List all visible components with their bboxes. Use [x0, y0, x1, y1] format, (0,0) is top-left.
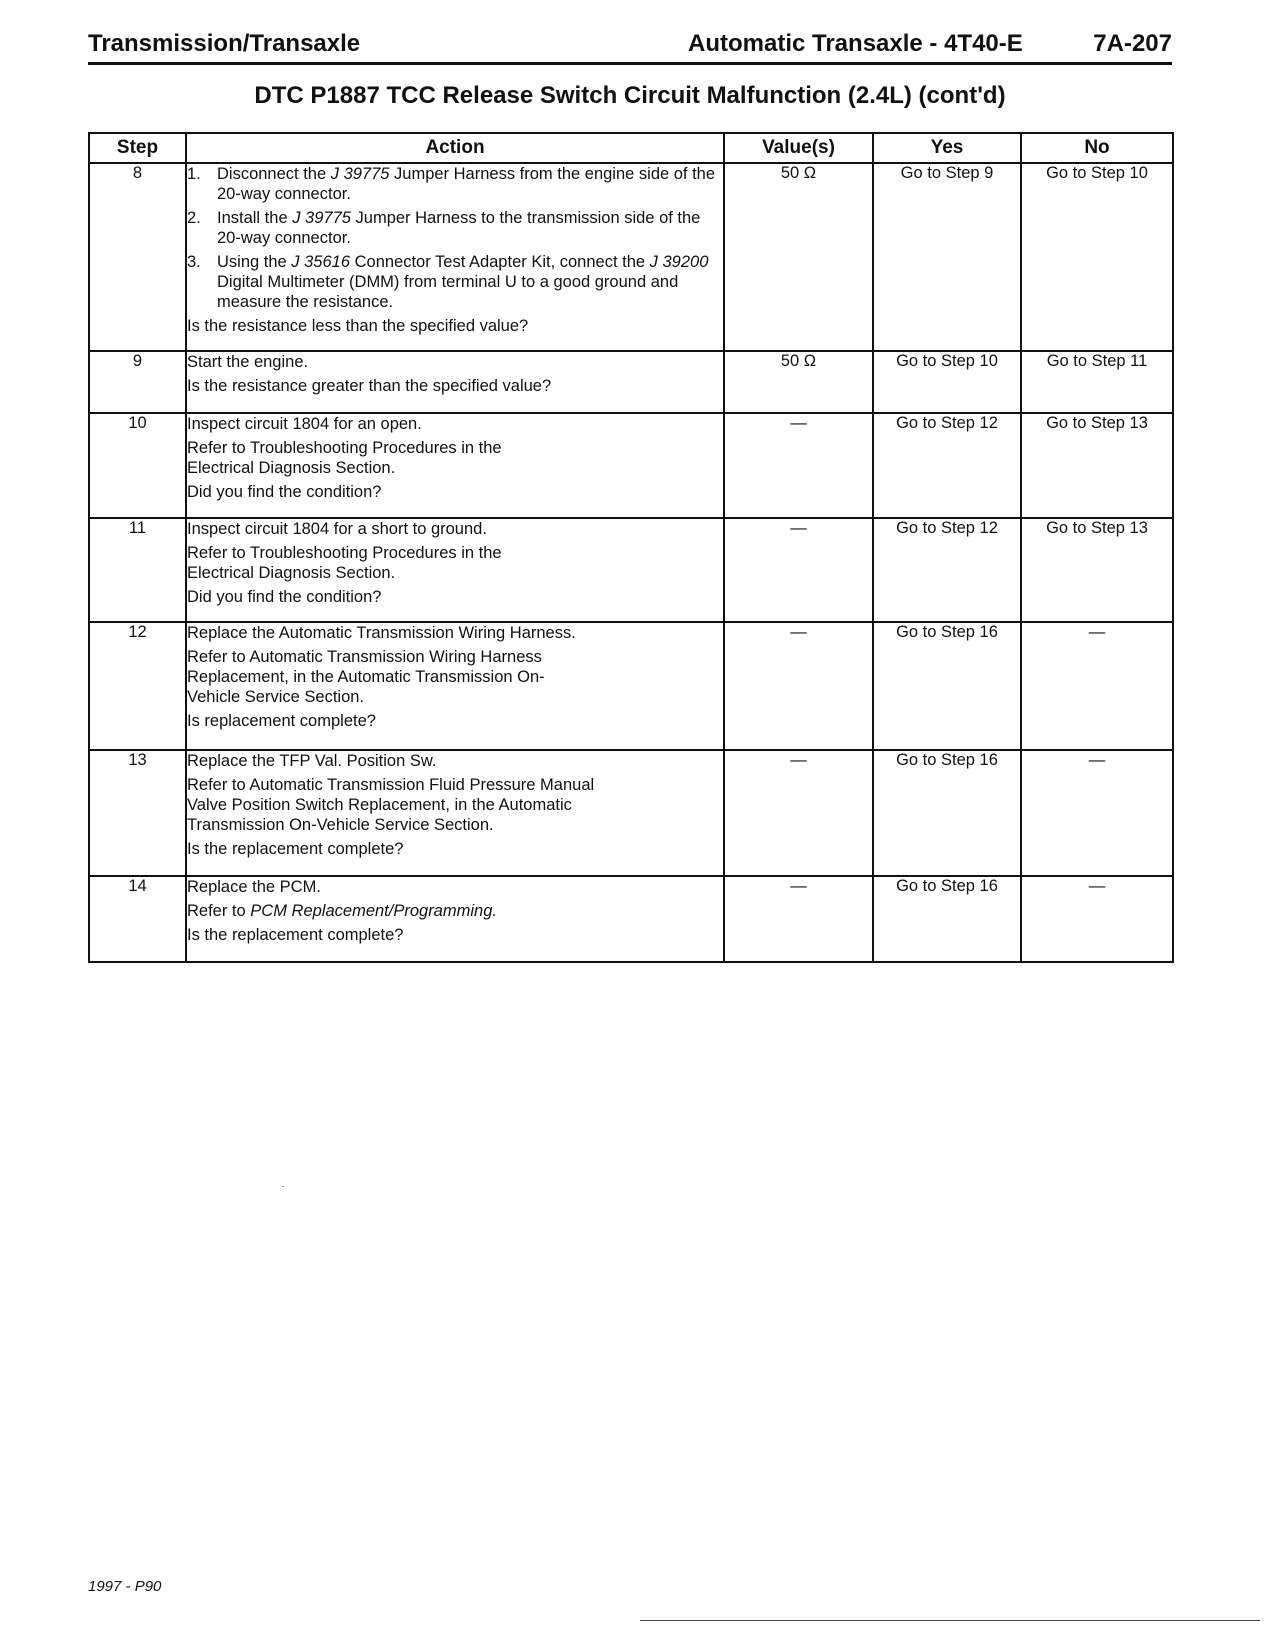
- value-cell: 50 Ω: [724, 163, 873, 351]
- header-yes: Yes: [873, 133, 1021, 163]
- table-row: [89, 750, 1173, 876]
- tool-number: J 39775: [330, 165, 390, 183]
- action-cell: [186, 413, 724, 518]
- no-cell: —: [1021, 750, 1173, 876]
- section-title: Transmission/Transaxle: [88, 30, 361, 57]
- action-text: Replace the Automatic Transmission Wiring Harness.: [187, 624, 576, 642]
- value-cell: —: [724, 518, 873, 622]
- action-text: Refer to Troubleshooting Procedures in the Electrical Diagnosis Section.: [187, 439, 502, 477]
- no-cell: Go to Step 11: [1021, 351, 1173, 413]
- item-number: 2.: [187, 209, 201, 227]
- tool-number: J 35616: [291, 253, 351, 271]
- table-row: [89, 518, 1173, 622]
- no-cell: Go to Step 10: [1021, 163, 1173, 351]
- value-cell: —: [724, 876, 873, 962]
- action-cell: [186, 351, 724, 413]
- yes-cell: Go to Step 12: [873, 413, 1021, 518]
- header-values: Value(s): [724, 133, 873, 163]
- page-number: 7A-207: [1093, 30, 1172, 57]
- step-number: 8: [89, 163, 186, 351]
- item-number: 1.: [187, 165, 201, 183]
- tool-number: J 39200: [649, 253, 709, 271]
- scan-edge-line: [640, 1620, 1260, 1621]
- yes-cell: Go to Step 9: [873, 163, 1021, 351]
- table-row: [89, 876, 1173, 962]
- action-cell: [186, 518, 724, 622]
- action-text: Start the engine.: [187, 353, 309, 371]
- yes-cell: Go to Step 16: [873, 750, 1021, 876]
- header-no: No: [1021, 133, 1173, 163]
- table-row: [89, 413, 1173, 518]
- diagnostic-table: [88, 132, 1174, 963]
- item-text: Connector Test Adapter Kit, connect the: [350, 253, 650, 271]
- action-cell: [186, 622, 724, 750]
- value-cell: —: [724, 622, 873, 750]
- list-item: [187, 208, 723, 248]
- ref-link-text: PCM Replacement/Programming.: [250, 902, 497, 920]
- action-text: Refer to Troubleshooting Procedures in the Electrical Diagnosis Section.: [187, 544, 502, 582]
- question-text: Is replacement complete?: [187, 712, 376, 730]
- item-number: 3.: [187, 253, 201, 271]
- item-text: Install the: [217, 209, 293, 227]
- action-text: Refer to Automatic Transmission Fluid Pressure Manual Valve Position Switch Replacement, in the Automatic Transmission On-Vehicle Service Section.: [187, 776, 595, 834]
- action-cell: [186, 876, 724, 962]
- action-text: Replace the PCM.: [187, 878, 321, 896]
- step-number: 12: [89, 622, 186, 750]
- header-step: Step: [89, 133, 186, 163]
- item-text: Jumper Harness to the transmission side of the 20-way connector.: [217, 209, 701, 247]
- no-cell: —: [1021, 622, 1173, 750]
- yes-cell: Go to Step 12: [873, 518, 1021, 622]
- question-text: Did you find the condition?: [187, 588, 382, 606]
- scan-speck: [282, 1186, 284, 1187]
- value-cell: —: [724, 413, 873, 518]
- document-title: DTC P1887 TCC Release Switch Circuit Malfunction (2.4L) (cont'd): [254, 82, 1006, 109]
- no-cell: Go to Step 13: [1021, 413, 1173, 518]
- action-cell: [186, 163, 724, 351]
- question-text: Is the replacement complete?: [187, 840, 404, 858]
- value-cell: —: [724, 750, 873, 876]
- step-number: 13: [89, 750, 186, 876]
- tool-number: J 39775: [292, 209, 351, 227]
- list-item: [187, 252, 723, 312]
- table-row: [89, 163, 1173, 351]
- action-text: Inspect circuit 1804 for an open.: [187, 415, 422, 433]
- step-number: 11: [89, 518, 186, 622]
- table-row: [89, 622, 1173, 750]
- action-cell: [186, 750, 724, 876]
- item-text: Jumper Harness from the engine side of the 20-way connector.: [217, 165, 716, 203]
- item-text: Disconnect the: [217, 165, 331, 183]
- yes-cell: Go to Step 16: [873, 622, 1021, 750]
- question-text: Did you find the condition?: [187, 483, 382, 501]
- item-text: Using the: [217, 253, 292, 271]
- chapter-title: Automatic Transaxle - 4T40-E: [688, 30, 1023, 57]
- step-number: 14: [89, 876, 186, 962]
- question-text: Is the resistance greater than the specified value?: [187, 377, 552, 395]
- no-cell: Go to Step 13: [1021, 518, 1173, 622]
- item-text: Digital Multimeter (DMM) from terminal U to a good ground and measure the resistance.: [217, 273, 679, 311]
- ref-text: Refer to: [187, 902, 251, 920]
- no-cell: —: [1021, 876, 1173, 962]
- yes-cell: Go to Step 10: [873, 351, 1021, 413]
- header-action: Action: [186, 133, 724, 163]
- page-header: [88, 28, 1172, 65]
- action-text: Refer to Automatic Transmission Wiring Harness Replacement, in the Automatic Transmission On-Vehicle Service Section.: [187, 648, 545, 706]
- value-cell: 50 Ω: [724, 351, 873, 413]
- action-text: Inspect circuit 1804 for a short to ground.: [187, 520, 487, 538]
- yes-cell: Go to Step 16: [873, 876, 1021, 962]
- step-number: 9: [89, 351, 186, 413]
- table-row: [89, 351, 1173, 413]
- page-footer: 1997 - P90: [88, 1578, 162, 1595]
- list-item: [187, 164, 723, 204]
- question-text: Is the resistance less than the specified value?: [187, 317, 529, 335]
- step-number: 10: [89, 413, 186, 518]
- action-text: [187, 901, 723, 921]
- table-header-row: [89, 133, 1173, 163]
- question-text: Is the replacement complete?: [187, 926, 404, 944]
- action-text: Replace the TFP Val. Position Sw.: [187, 752, 437, 770]
